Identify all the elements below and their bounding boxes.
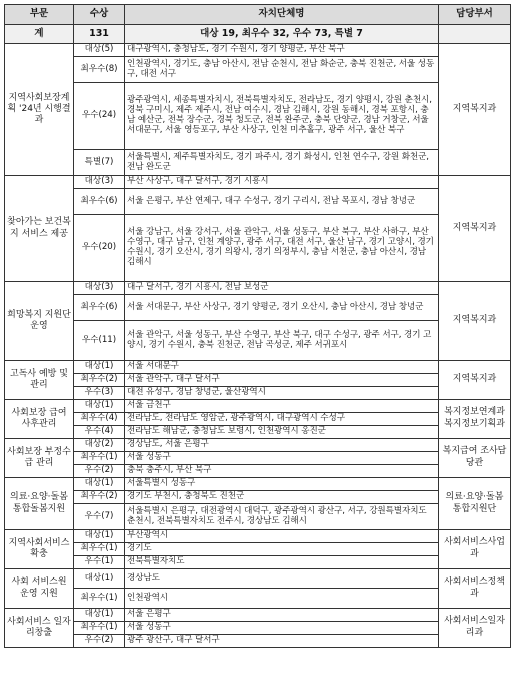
awardee-list: 서울 성동구	[125, 452, 439, 465]
awardee-list: 전라남도 해남군, 충청남도 보령시, 인천광역시 옹진군	[125, 426, 439, 439]
award-grade: 우수(2)	[74, 635, 125, 648]
awardee-list: 서울 은평구	[125, 609, 439, 622]
table-row	[5, 215, 511, 282]
awardee-list: 부산 사상구, 대구 달서구, 경기 시흥시	[125, 176, 439, 189]
header-dept: 담당부서	[439, 5, 511, 25]
award-grade: 대상(3)	[74, 176, 125, 189]
table-row	[5, 44, 511, 57]
table-row	[5, 413, 511, 426]
total-summary: 대상 19, 최우수 32, 우수 73, 특별 7	[125, 25, 439, 44]
award-grade: 최우수(6)	[74, 295, 125, 321]
responsible-dept: 의료·요양·돌봄 통합지원단	[439, 478, 511, 530]
award-grade: 최우수(2)	[74, 374, 125, 387]
table-row	[5, 478, 511, 491]
award-grade: 우수(11)	[74, 321, 125, 361]
award-grade: 최우수(8)	[74, 57, 125, 83]
awardee-list: 서울특별시, 제주특별자치도, 경기 파주시, 경기 화성시, 인천 연수구, 강원 화천군, 전남 완도군	[125, 150, 439, 176]
responsible-dept: 지역복지과	[439, 361, 511, 400]
table-row	[5, 361, 511, 374]
table-row	[5, 452, 511, 465]
award-grade: 대상(1)	[74, 478, 125, 491]
responsible-dept: 복지급여 조사담당관	[439, 439, 511, 478]
award-grade: 대상(1)	[74, 361, 125, 374]
responsible-dept: 사회서비스정책과	[439, 569, 511, 609]
responsible-dept: 사회서비스일자리과	[439, 609, 511, 648]
awardee-list: 광주광역시, 세종특별자치시, 전북특별자치도, 전라남도, 경기 양평시, 강원 춘천시, 경북 구미시, 제주 제주시, 전남 여수시, 경남 김해시, 강원 동해시, 경북 포항시, 충남 예산군, 전북 장수군, 경북 청도군, 전북 완주군, 충북 단양군, 경남 거창군, 서울 서대문구, 서울 영등포구, 부산 사상구, 인천 미추홀구, 광주 서구, 울산 북구	[125, 83, 439, 150]
award-grade: 최우수(1)	[74, 622, 125, 635]
award-grade: 최우수(2)	[74, 491, 125, 504]
total-count: 131	[74, 25, 125, 44]
header-award: 수상	[74, 5, 125, 25]
award-grade: 우수(7)	[74, 504, 125, 530]
table-row	[5, 426, 511, 439]
awardee-list: 인천광역시, 경기도, 충남 아산시, 전남 순천시, 전남 화순군, 충북 진천군, 서울 성동구, 대전 서구	[125, 57, 439, 83]
section-category: 지역사회보장계획 '24년 시행결과	[5, 44, 74, 176]
award-grade: 대상(1)	[74, 609, 125, 622]
award-grade: 우수(1)	[74, 556, 125, 569]
awardee-list: 서울 금천구	[125, 400, 439, 413]
awardee-list: 인천광역시	[125, 589, 439, 609]
award-grade: 대상(1)	[74, 400, 125, 413]
award-grade: 최우수(6)	[74, 189, 125, 215]
section-category: 지역사회서비스 확충	[5, 530, 74, 569]
table-row	[5, 504, 511, 530]
award-grade: 최우수(1)	[74, 543, 125, 556]
awardee-list: 서울 은평구, 부산 연제구, 대구 수성구, 경기 구리시, 전남 목포시, 경남 창녕군	[125, 189, 439, 215]
awardee-list: 서울 서대문구	[125, 361, 439, 374]
section-category: 고독사 예방 및 관리	[5, 361, 74, 400]
award-grade: 대상(1)	[74, 530, 125, 543]
award-grade: 우수(2)	[74, 465, 125, 478]
table-row	[5, 374, 511, 387]
awardee-list: 서울 성동구	[125, 622, 439, 635]
awards-table	[4, 4, 511, 648]
table-row	[5, 150, 511, 176]
table-row	[5, 321, 511, 361]
awardee-list: 전북특별자치도	[125, 556, 439, 569]
section-category: 사회서비스 일자리창출	[5, 609, 74, 648]
award-grade: 최우수(4)	[74, 413, 125, 426]
table-row	[5, 491, 511, 504]
award-grade: 우수(24)	[74, 83, 125, 150]
table-row	[5, 465, 511, 478]
responsible-dept: 지역복지과	[439, 282, 511, 361]
awardee-list: 충북 충주시, 부산 북구	[125, 465, 439, 478]
award-grade: 우수(20)	[74, 215, 125, 282]
award-grade: 대상(5)	[74, 44, 125, 57]
section-category: 사회보장 급여 사후관리	[5, 400, 74, 439]
table-row	[5, 400, 511, 413]
responsible-dept: 사회서비스사업과	[439, 530, 511, 569]
awardee-list: 대전 유성구, 경남 창녕군, 울산광역시	[125, 387, 439, 400]
section-category: 희망복지 지원단 운영	[5, 282, 74, 361]
awardee-list: 경상남도	[125, 569, 439, 589]
awardee-list: 대구 달서구, 경기 시흥시, 전남 보성군	[125, 282, 439, 295]
table-row	[5, 530, 511, 543]
awardee-list: 광주 광산구, 대구 달서구	[125, 635, 439, 648]
section-category: 찾아가는 보건복지 서비스 제공	[5, 176, 74, 282]
awardee-list: 서울특별시 은평구, 대전광역시 대덕구, 광주광역시 광산구, 서구, 강원특별자치도 춘천시, 전북특별자치도 전주시, 경상남도 김해시	[125, 504, 439, 530]
header-org: 자치단체명	[125, 5, 439, 25]
awardee-list: 서울 관악구, 서울 성동구, 부산 수영구, 부산 북구, 대구 수성구, 광주 서구, 경기 고양시, 경기 수원시, 충북 진천군, 전남 곡성군, 제주 서귀포시	[125, 321, 439, 361]
awardee-list: 전라남도, 전라남도 영암군, 광주광역시, 대구광역시 수성구	[125, 413, 439, 426]
award-grade: 대상(3)	[74, 282, 125, 295]
section-category: 의료·요양·돌봄 통합돌봄지원	[5, 478, 74, 530]
responsible-dept: 지역복지과	[439, 44, 511, 176]
awardee-list: 경상남도, 서울 은평구	[125, 439, 439, 452]
section-category: 사회보장 부정수급 관리	[5, 439, 74, 478]
table-row	[5, 282, 511, 295]
table-row	[5, 83, 511, 150]
awardee-list: 서울 서대문구, 부산 사상구, 경기 양평군, 경기 오산시, 충남 아산시, 경남 창녕군	[125, 295, 439, 321]
responsible-dept: 복지정보연계과 복지정보기획과	[439, 400, 511, 439]
table-row	[5, 556, 511, 569]
award-grade: 우수(3)	[74, 387, 125, 400]
table-row	[5, 189, 511, 215]
table-row	[5, 439, 511, 452]
table-body	[5, 25, 511, 648]
awardee-list: 부산광역시	[125, 530, 439, 543]
award-grade: 최우수(1)	[74, 452, 125, 465]
table-row	[5, 387, 511, 400]
table-row	[5, 57, 511, 83]
award-grade: 대상(1)	[74, 569, 125, 589]
responsible-dept: 지역복지과	[439, 176, 511, 282]
awardee-list: 경기도	[125, 543, 439, 556]
table-row	[5, 635, 511, 648]
table-row	[5, 543, 511, 556]
table-row	[5, 589, 511, 609]
total-row	[5, 25, 511, 44]
awardee-list: 서울 강남구, 서울 강서구, 서울 관악구, 서울 성동구, 부산 북구, 부산 사하구, 부산 수영구, 대구 남구, 인천 계양구, 광주 서구, 대전 서구, 울산 남구, 경기 고양시, 경기 수원시, 경기 오산시, 경기 의왕시, 경기 의정부시, 충남 서천군, 충남 아산시, 경남 김해시	[125, 215, 439, 282]
table-header-row	[5, 5, 511, 25]
table-row	[5, 609, 511, 622]
awardee-list: 서울특별시 성동구	[125, 478, 439, 491]
awardee-list: 경기도 부천시, 충청북도 진천군	[125, 491, 439, 504]
awardee-list: 서울 관악구, 대구 달서구	[125, 374, 439, 387]
award-grade: 대상(2)	[74, 439, 125, 452]
awardee-list: 대구광역시, 충청남도, 경기 수원시, 경기 양평군, 부산 북구	[125, 44, 439, 57]
table-row	[5, 295, 511, 321]
section-category: 사회 서비스원 운영 지원	[5, 569, 74, 609]
award-grade: 특별(7)	[74, 150, 125, 176]
total-label: 계	[5, 25, 74, 44]
award-grade: 최우수(1)	[74, 589, 125, 609]
table-row	[5, 622, 511, 635]
table-row	[5, 176, 511, 189]
total-dept-empty	[439, 25, 511, 44]
award-grade: 우수(4)	[74, 426, 125, 439]
header-category: 부문	[5, 5, 74, 25]
table-row	[5, 569, 511, 589]
